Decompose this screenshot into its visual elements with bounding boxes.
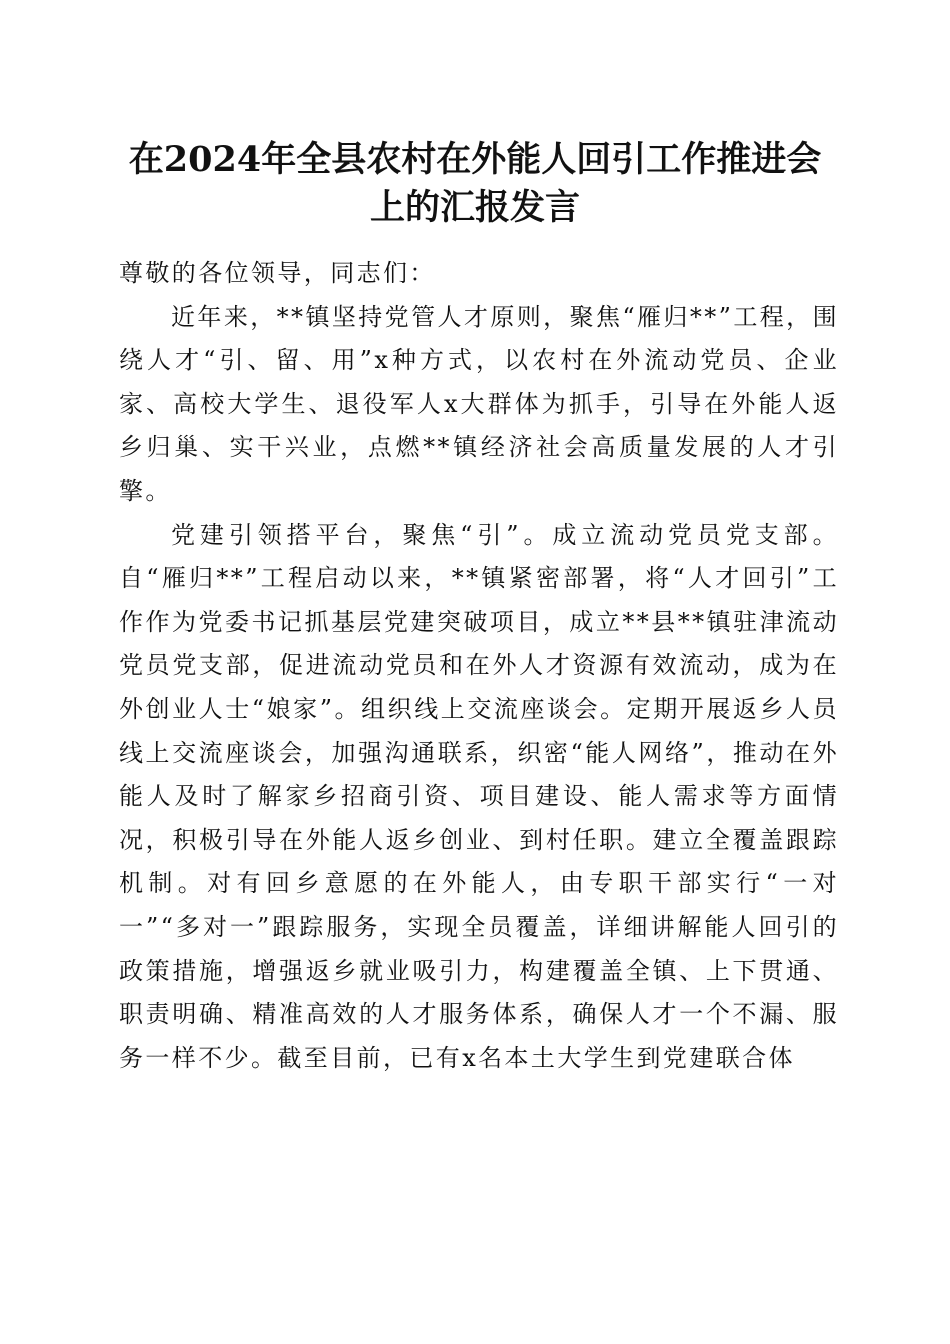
document-body	[119, 252, 839, 1080]
document-title	[110, 136, 840, 232]
title-line-1: 在2024年全县农村在外能人回引工作推进会	[128, 139, 822, 180]
title-line-2: 上的汇报发言	[369, 187, 580, 228]
paragraph-intro: 近年来，**镇坚持党管人才原则，聚焦“雁归**”工程，围绕人才“引、留、用”x种方式，以农村在外流动党员、企业家、高校大学生、退役军人x大群体为抓手，引导在外能人返乡归巢、实干兴业，点燃**镇经济社会高质量发展的人才引擎。	[119, 302, 839, 505]
paragraph-party-building: 党建引领搭平台，聚焦“引”。成立流动党员党支部。自“雁归**”工程启动以来，**镇紧密部署，将“人才回引”工作作为党委书记抓基层党建突破项目，成立**县**镇驻津流动党员党支部，促进流动党员和在外人才资源有效流动，成为在外创业人士“娘家”。组织线上交流座谈会。定期开展返乡人员线上交流座谈会，加强沟通联系，织密“能人网络”，推动在外能人及时了解家乡招商引资、项目建设、能人需求等方面情况，积极引导在外能人返乡创业、到村任职。建立全覆盖跟踪机制。对有回乡意愿的在外能人，由专职干部实行“一对一”“多对一”跟踪服务，实现全员覆盖，详细讲解能人回引的政策措施，增强返乡就业吸引力，构建覆盖全镇、上下贯通、职责明确、精准高效的人才服务体系，确保人才一个不漏、服务一样不少。截至目前，已有x名本土大学生到党建联合体	[119, 520, 839, 1072]
salutation: 尊敬的各位领导，同志们：	[119, 259, 436, 287]
